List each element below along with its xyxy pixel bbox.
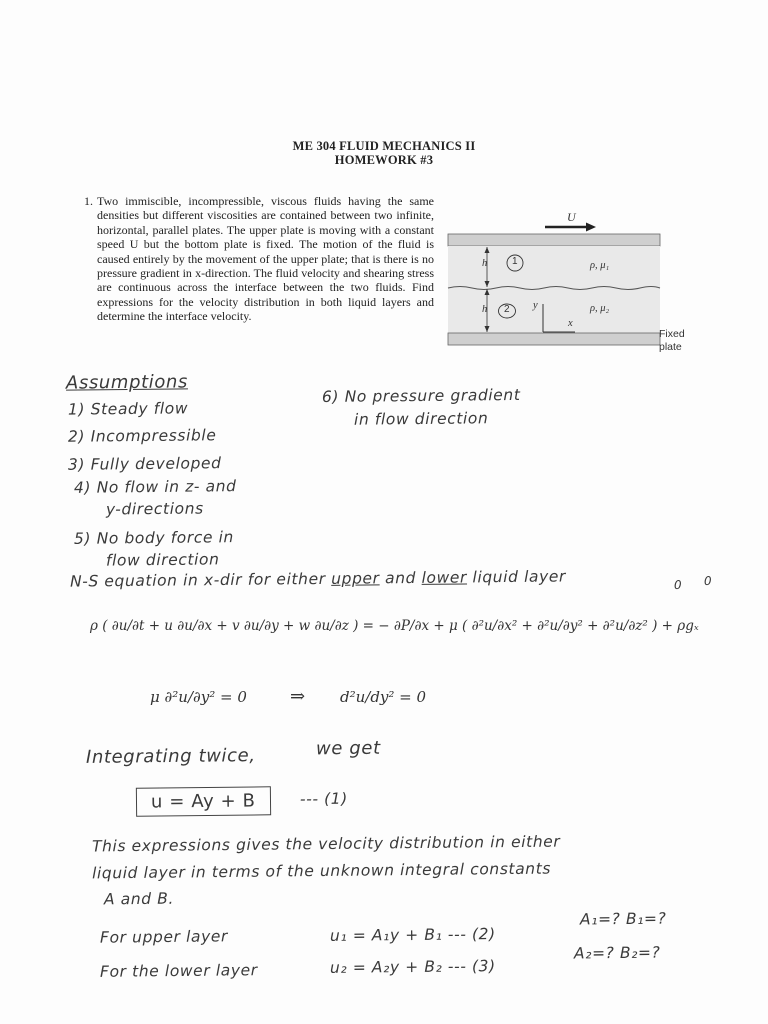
we-get-text: we get [315,737,381,760]
bottom-plate [448,333,660,345]
integrating-text: Integrating twice, [85,745,256,768]
assumption-3: 3) Fully developed [67,454,222,474]
layer2-marker: 2 [504,304,510,315]
upper-unknowns: A₁=? B₁=? [579,909,667,929]
height-label-bottom: h [482,304,488,315]
lower-layer-equation: u₂ = A₂y + B₂ --- (3) [329,957,496,977]
x-axis-label: x [568,318,573,329]
plates-diagram [440,208,730,358]
assumption-6: 6) No pressure gradient [321,385,521,407]
upper-layer-label: For upper layer [99,927,229,947]
explanation-line-3: A and B. [103,889,175,909]
ns-equation: ρ ( ∂u/∂t + u ∂u/∂x + v ∂u/∂y + w ∂u/∂z ) = − ∂P/∂x + μ ( ∂²u/∂x² + ∂²u/∂y² + ∂²u/∂z² ) + ρgₓ [90,618,699,634]
upper-plate [448,234,660,246]
fixed-plate-label-2: plate [659,341,682,353]
course-title: ME 304 FLUID MECHANICS II [292,139,476,153]
velocity-arrow-head [586,223,596,232]
general-solution: u = Ay + B [136,786,271,816]
assumption-5: 5) No body force in [73,528,235,548]
velocity-label: U [567,210,576,224]
assumption-2: 2) Incompressible [67,426,217,446]
assumption-4: 4) No flow in z- and [73,477,237,497]
height-label-top: h [482,258,488,269]
reduced-equation-2: d²u/dy² = 0 [340,688,427,706]
ns-upper: upper [331,569,380,588]
lower-layer-label: For the lower layer [99,961,258,981]
fixed-plate-label-1: Fixed [659,328,685,340]
implies-arrow: ⇒ [290,686,306,707]
upper-layer-equation: u₁ = A₁y + B₁ --- (2) [329,925,496,945]
ns-intro: N-S equation in x-dir for either upper and lower liquid layer [69,567,567,591]
ns-lower: lower [421,568,468,587]
y-axis-label: y [533,300,538,311]
zero-mark-a: 0 [673,577,683,593]
problem-number: 1. [84,194,93,208]
reduced-equation-1: μ ∂²u/∂y² = 0 [150,688,247,706]
fluid2-properties: ρ, μ₂ [590,303,610,314]
explanation-line-1: This expressions gives the velocity distribution in either [91,832,561,856]
assumption-6-cont: in flow direction [353,409,489,429]
parallel-plates-figure [440,208,730,358]
explanation-line-2: liquid layer in terms of the unknown integral constants [91,859,552,883]
problem-statement [84,194,434,324]
assumptions-heading: Assumptions [65,371,189,394]
fluid1-properties: ρ, μ₁ [590,260,610,271]
assumption-1: 1) Steady flow [67,399,189,419]
assumption-5-cont: flow direction [105,550,220,570]
equation-1-tag: --- (1) [299,789,348,809]
homework-title: HOMEWORK #3 [334,153,434,167]
lower-unknowns: A₂=? B₂=? [573,943,661,963]
assumption-4-cont: y-directions [105,499,204,519]
layer1-marker: 1 [512,256,518,267]
problem-text: Two immiscible, incompressible, viscous fluids having the same densities but different viscosities are contained between two infinite, horizontal, parallel plates. The upper plate is moving with a constant speed U but the bottom plate is fixed. The motion of the fluid is caused entirely by the movement of the upper plate; that is there is no pressure gradient in x-direction. The fluid velocity and shearing stress are continuous across the interface between the two fluids. Find expressions for the velocity distribution in both liquid layers and determine the interface velocity. [97,194,434,324]
zero-mark-b: 0 [703,573,713,589]
